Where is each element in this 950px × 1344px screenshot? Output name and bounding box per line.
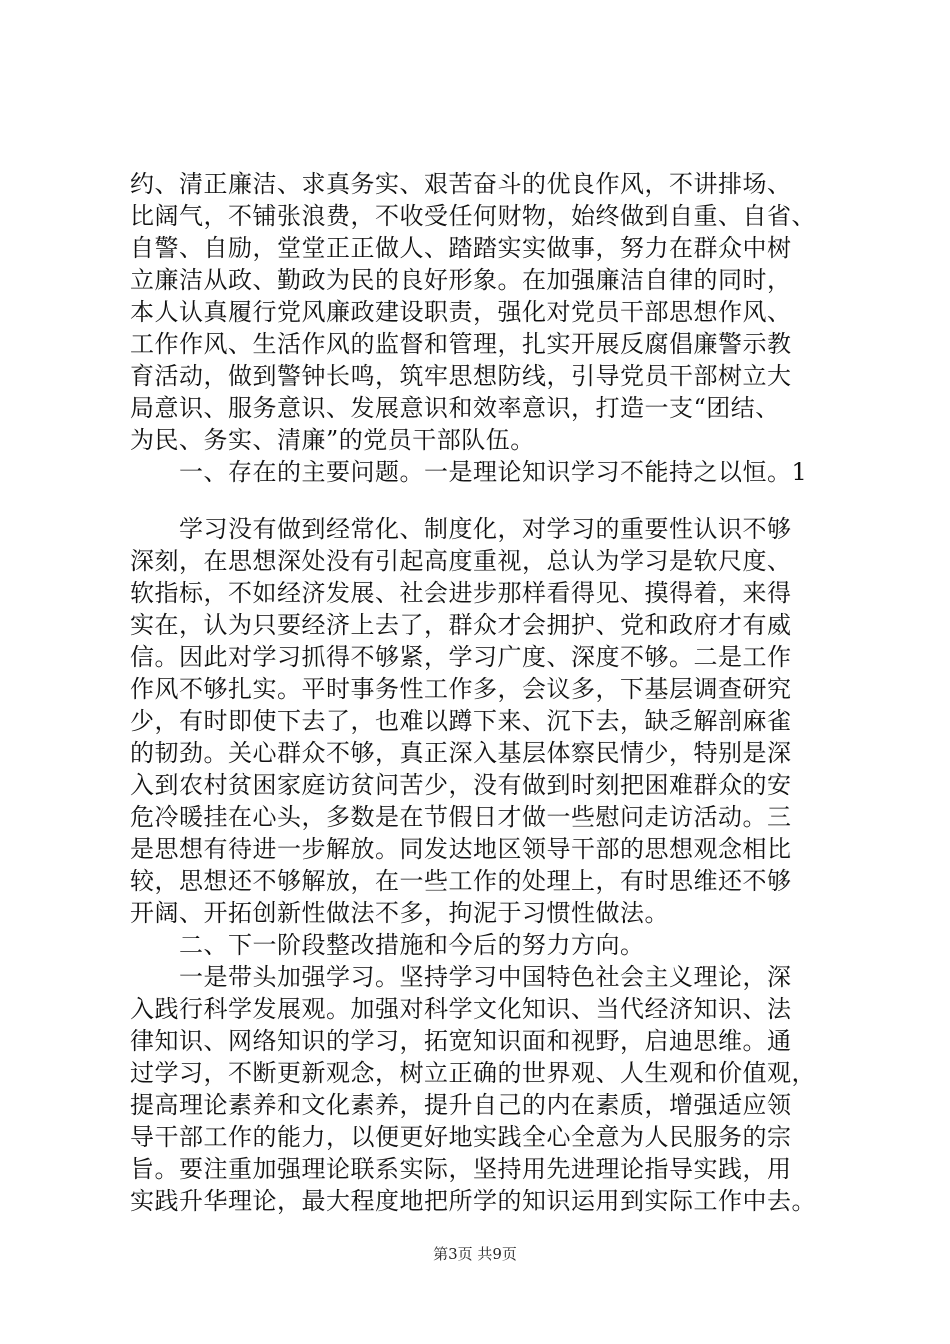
text-line: 的韧劲。关心群众不够，真正深入基层体察民情少，特别是深: [130, 739, 792, 767]
text-line: 旨。要注重加强理论联系实际，坚持用先进理论指导实践，用: [130, 1155, 792, 1183]
text-line: 入到农村贫困家庭访贫问苦少，没有做到时刻把困难群众的安: [130, 771, 792, 799]
text-line: 较，思想还不够解放，在一些工作的处理上，有时思维还不够: [130, 867, 792, 895]
text-block-top: [130, 168, 830, 488]
text-line: 比阔气，不铺张浪费，不收受任何财物，始终做到自重、自省、: [130, 202, 816, 230]
text-line: 一是带头加强学习。坚持学习中国特色社会主义理论，深: [130, 963, 792, 991]
text-line: 立廉洁从政、勤政为民的良好形象。在加强廉洁自律的同时，: [130, 266, 792, 294]
section-heading-line: 二、下一阶段整改措施和今后的努力方向。: [130, 931, 645, 959]
text-block-main: [130, 513, 830, 1217]
text-line: 开阔、开拓创新性做法不多，拘泥于习惯性做法。: [130, 899, 669, 927]
text-line: 深刻，在思想深处没有引起高度重视，总认为学习是软尺度、: [130, 547, 792, 575]
text-line: 危冷暖挂在心头，多数是在节假日才做一些慰问走访活动。三: [130, 803, 792, 831]
text-line: 提高理论素养和文化素养，提升自己的内在素质，增强适应领: [130, 1091, 792, 1119]
text-line: 过学习，不断更新观念，树立正确的世界观、人生观和价值观，: [130, 1059, 816, 1087]
text-line: 信。因此对学习抓得不够紧，学习广度、深度不够。二是工作: [130, 643, 792, 671]
text-line: 自警、自励，堂堂正正做人、踏踏实实做事，努力在群众中树: [130, 234, 792, 262]
text-line: 少，有时即使下去了，也难以蹲下来、沉下去，缺乏解剖麻雀: [130, 707, 792, 735]
text-line: 育活动，做到警钟长鸣，筑牢思想防线，引导党员干部树立大: [130, 362, 792, 390]
section-heading-line: 一、存在的主要问题。一是理论知识学习不能持之以恒。1: [130, 458, 808, 486]
text-line: 局意识、服务意识、发展意识和效率意识，打造一支“团结、: [130, 394, 780, 422]
text-line: 作风不够扎实。平时事务性工作多，会议多，下基层调查研究: [130, 675, 792, 703]
text-line: 实在，认为只要经济上去了，群众才会拥护、党和政府才有威: [130, 611, 792, 639]
text-line: 软指标，不如经济发展、社会进步那样看得见、摸得着，来得: [130, 579, 792, 607]
text-line: 学习没有做到经常化、制度化，对学习的重要性认识不够: [130, 515, 792, 543]
text-line: 约、清正廉洁、求真务实、艰苦奋斗的优良作风，不讲排场、: [130, 170, 792, 198]
text-line: 入践行科学发展观。加强对科学文化知识、当代经济知识、法: [130, 995, 792, 1023]
text-line: 实践升华理论，最大程度地把所学的知识运用到实际工作中去。: [130, 1187, 816, 1215]
text-line: 导干部工作的能力，以便更好地实践全心全意为人民服务的宗: [130, 1123, 792, 1151]
text-line: 工作作风、生活作风的监督和管理，扎实开展反腐倡廉警示教: [130, 330, 792, 358]
text-line: 是思想有待进一步解放。同发达地区领导干部的思想观念相比: [130, 835, 792, 863]
text-line: 律知识、网络知识的学习，拓宽知识面和视野，启迪思维。通: [130, 1027, 792, 1055]
text-line: 本人认真履行党风廉政建设职责，强化对党员干部思想作风、: [130, 298, 792, 326]
text-line: 为民、务实、清廉”的党员干部队伍。: [130, 426, 535, 454]
page-number-footer: 第3页 共9页: [433, 1245, 517, 1263]
